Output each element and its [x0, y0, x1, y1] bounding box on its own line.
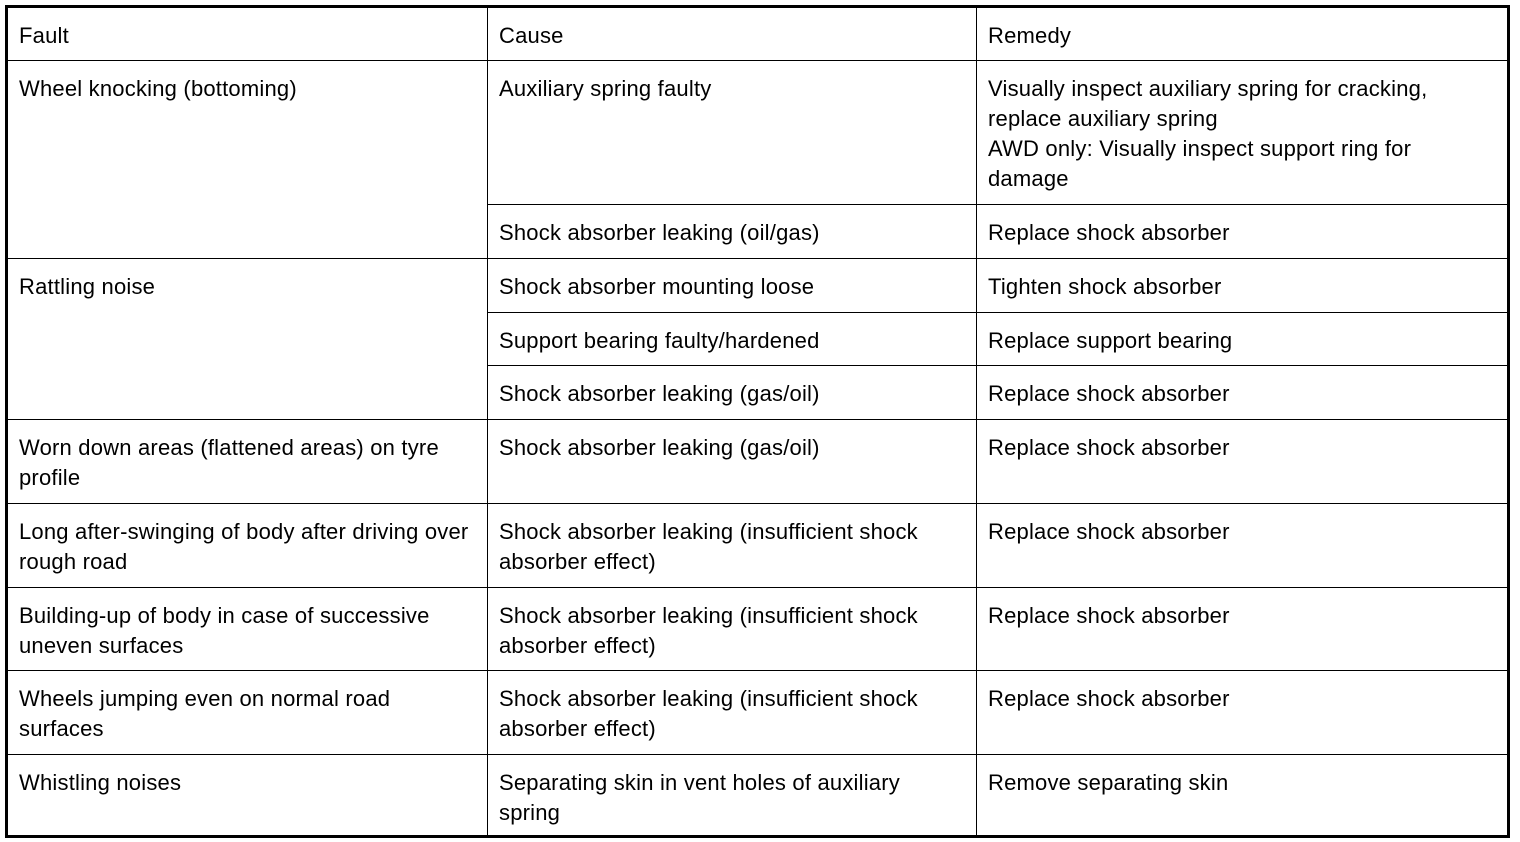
table-row [7, 420, 1509, 504]
remedy-line: Visually inspect auxiliary spring for cracking, [988, 76, 1428, 101]
cause-cell: Support bearing faulty/hardened [488, 313, 977, 366]
cause-cell: Shock absorber leaking (gas/oil) [488, 366, 977, 420]
remedy-cell: Tighten shock absorber [977, 259, 1509, 313]
remedy-cell: Replace support bearing [977, 313, 1509, 366]
remedy-cell: Remove separating skin [977, 755, 1509, 837]
header-fault: Fault [7, 7, 488, 61]
cause-cell: Auxiliary spring faulty [488, 61, 977, 205]
table-row [7, 671, 1509, 755]
header-remedy: Remedy [977, 7, 1509, 61]
fault-cell: Wheels jumping even on normal road surfaces [7, 671, 488, 755]
remedy-cell: Replace shock absorber [977, 504, 1509, 588]
cause-cell: Shock absorber leaking (insufficient shock absorber effect) [488, 504, 977, 588]
table-row [7, 755, 1509, 837]
table-row [7, 588, 1509, 671]
table-row [7, 259, 1509, 313]
remedy-cell: Replace shock absorber [977, 205, 1509, 259]
remedy-line: AWD only: Visually inspect support ring for [988, 136, 1412, 161]
table-header-row [7, 7, 1509, 61]
remedy-cell: Replace shock absorber [977, 366, 1509, 420]
header-cause: Cause [488, 7, 977, 61]
table-row [7, 61, 1509, 205]
cause-cell: Shock absorber mounting loose [488, 259, 977, 313]
cause-cell: Shock absorber leaking (gas/oil) [488, 420, 977, 504]
remedy-cell: Replace shock absorber [977, 420, 1509, 504]
fault-cell: Whistling noises [7, 755, 488, 837]
fault-cause-remedy-table [5, 5, 1510, 838]
remedy-line: damage [988, 166, 1069, 191]
cause-cell: Shock absorber leaking (insufficient shock absorber effect) [488, 588, 977, 671]
remedy-cell: Replace shock absorber [977, 588, 1509, 671]
table-row [7, 504, 1509, 588]
fault-cell: Wheel knocking (bottoming) [7, 61, 488, 259]
remedy-cell: Replace shock absorber [977, 671, 1509, 755]
remedy-cell [977, 61, 1509, 205]
cause-cell: Shock absorber leaking (insufficient shock absorber effect) [488, 671, 977, 755]
cause-cell: Separating skin in vent holes of auxiliary spring [488, 755, 977, 837]
fault-cell: Building-up of body in case of successive uneven surfaces [7, 588, 488, 671]
remedy-line: replace auxiliary spring [988, 106, 1218, 131]
fault-cell: Rattling noise [7, 259, 488, 420]
fault-cell: Worn down areas (flattened areas) on tyre profile [7, 420, 488, 504]
fault-cell: Long after-swinging of body after driving over rough road [7, 504, 488, 588]
cause-cell: Shock absorber leaking (oil/gas) [488, 205, 977, 259]
